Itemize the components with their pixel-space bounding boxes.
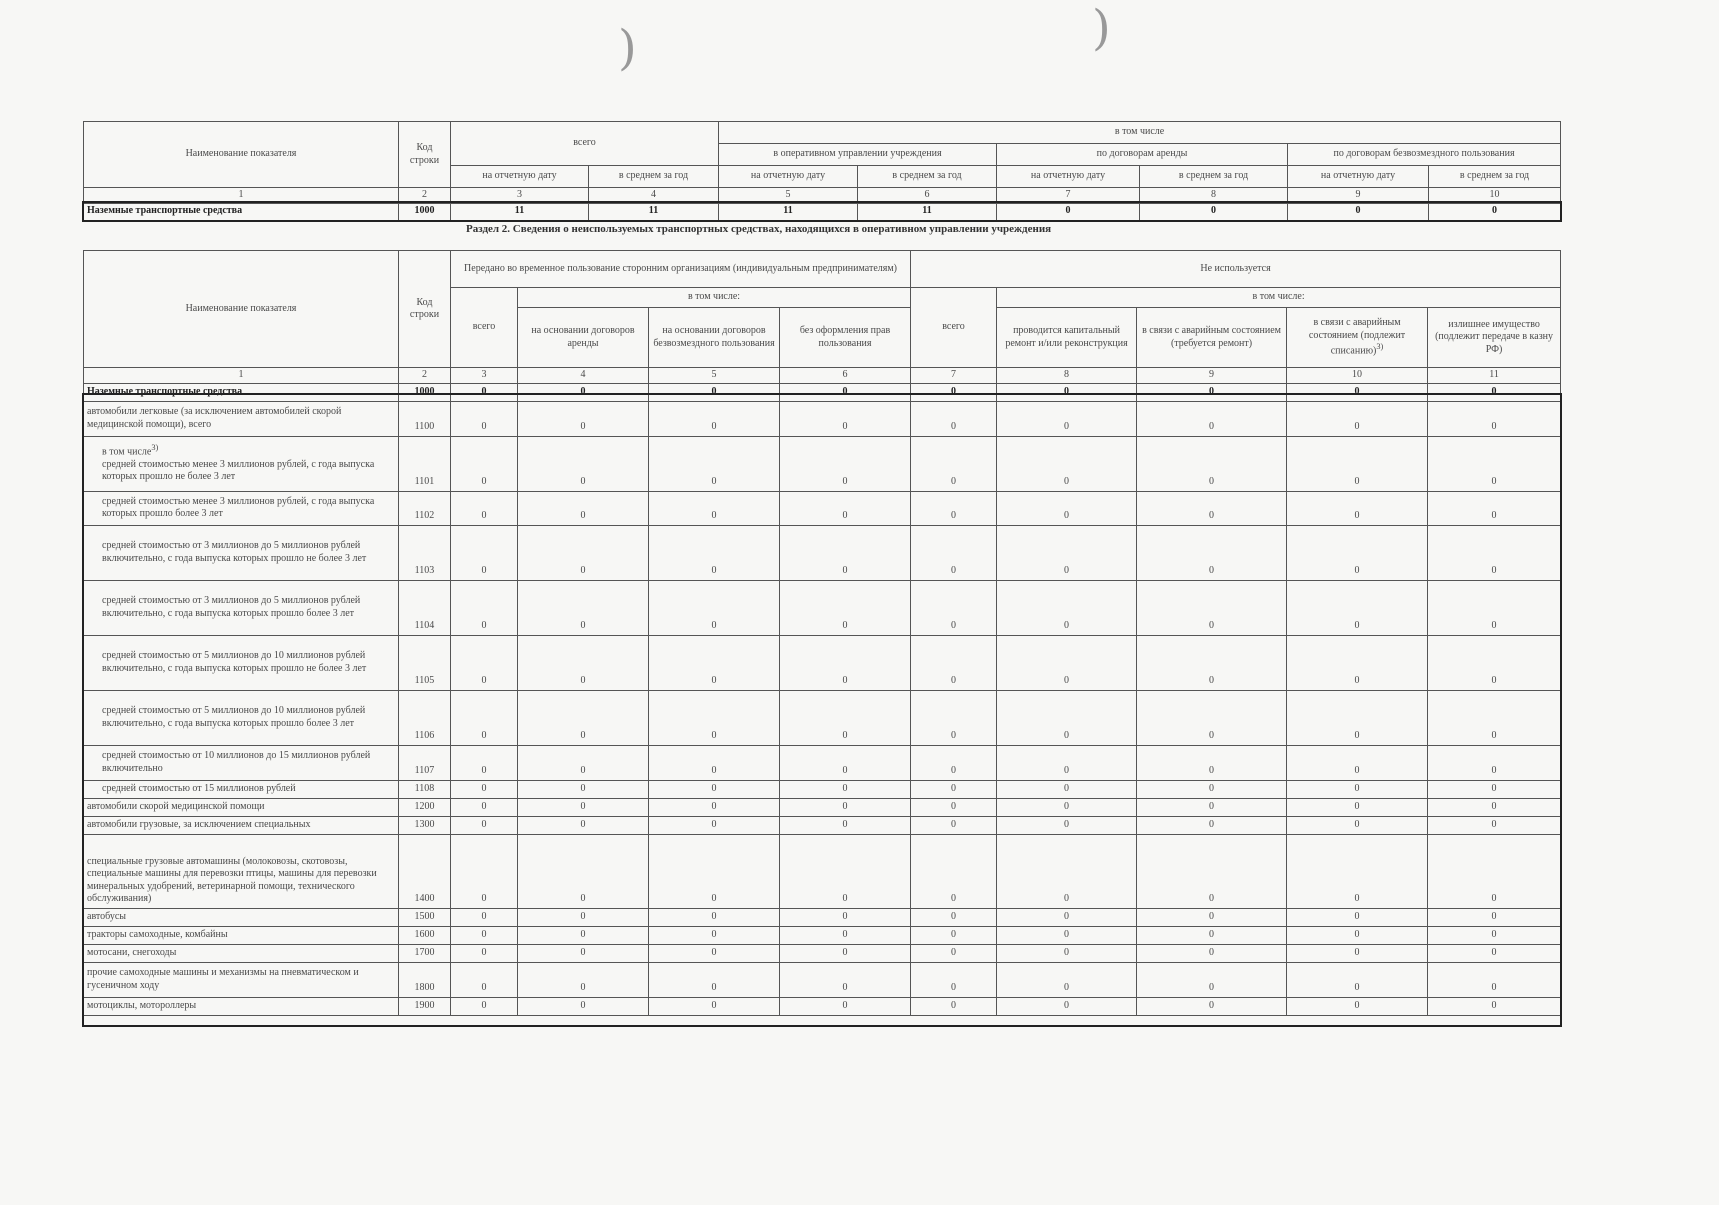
row-value: 0 <box>518 997 649 1015</box>
row-value: 0 <box>1137 401 1287 436</box>
unused-vehicles-table <box>83 250 1561 1016</box>
table-row <box>84 383 1561 401</box>
t1-header-code: Код строки <box>399 122 451 188</box>
t1-colnum: 10 <box>1429 188 1561 204</box>
row-value: 0 <box>451 908 518 926</box>
row-name: мотоциклы, мотороллеры <box>84 997 399 1015</box>
row-code: 1700 <box>399 944 451 962</box>
row-value: 0 <box>518 401 649 436</box>
row-value: 0 <box>649 436 780 491</box>
t1-header-total: всего <box>451 122 719 166</box>
t1-header-operational: в оперативном управлении учреждения <box>719 144 997 166</box>
row-value: 0 <box>518 798 649 816</box>
row-value: 0 <box>451 834 518 908</box>
row-value: 0 <box>1428 525 1561 580</box>
row-value: 0 <box>911 908 997 926</box>
row-value: 0 <box>997 580 1137 635</box>
row-value: 0 <box>1137 997 1287 1015</box>
row-value: 0 <box>518 780 649 798</box>
row-value: 0 <box>451 780 518 798</box>
row-value: 0 <box>649 780 780 798</box>
row-value: 0 <box>518 926 649 944</box>
row-value: 0 <box>451 383 518 401</box>
row-value: 0 <box>649 491 780 525</box>
row-value: 0 <box>1287 491 1428 525</box>
row-value: 0 <box>997 401 1137 436</box>
row-value: 0 <box>518 690 649 745</box>
row-value: 0 <box>780 780 911 798</box>
row-value: 0 <box>1287 690 1428 745</box>
row-value: 0 <box>780 436 911 491</box>
row-code: 1600 <box>399 926 451 944</box>
row-name: средней стоимостью от 15 миллионов рублей <box>84 780 399 798</box>
t2-colnum: 5 <box>649 368 780 384</box>
row-value: 0 <box>649 816 780 834</box>
scan-bracket-left: ) <box>618 20 637 76</box>
row-value: 0 <box>1287 944 1428 962</box>
row-value: 0 <box>780 834 911 908</box>
row-value: 0 <box>1137 944 1287 962</box>
row-value: 0 <box>997 944 1137 962</box>
t1-header-at-date: на отчетную дату <box>997 166 1140 188</box>
t2-header-repair: проводится капитальный ремонт и/или реконструкция <box>997 308 1137 368</box>
t2-header-emergency-repair: в связи с аварийным состоянием (требуется ремонт) <box>1137 308 1287 368</box>
t1-colnum: 8 <box>1140 188 1288 204</box>
row-value: 0 <box>911 383 997 401</box>
row-value: 0 <box>997 745 1137 780</box>
row-name-prefix: в том числе <box>102 446 152 458</box>
t2-colnum: 1 <box>84 368 399 384</box>
row-value: 0 <box>518 816 649 834</box>
footnote-ref: 3) <box>151 443 159 453</box>
section-2-title: Раздел 2. Сведения о неиспользуемых транспортных средствах, находящихся в оперативном управлении учреждения <box>466 223 1052 235</box>
row-value: 0 <box>451 436 518 491</box>
row-value: 0 <box>518 908 649 926</box>
row-value: 0 <box>997 816 1137 834</box>
row-value: 0 <box>649 997 780 1015</box>
row-value: 0 <box>911 962 997 997</box>
scan-bracket-right: ) <box>1092 0 1111 56</box>
row-value: 0 <box>1137 908 1287 926</box>
row-code: 1107 <box>399 745 451 780</box>
row-value: 0 <box>1428 383 1561 401</box>
row-value: 0 <box>649 745 780 780</box>
t2-header-emergency-writeoff <box>1287 308 1428 368</box>
row-value: 0 <box>451 525 518 580</box>
t1-colnum: 4 <box>589 188 719 204</box>
row-value: 0 <box>451 816 518 834</box>
t1-header-at-date: на отчетную дату <box>451 166 589 188</box>
t1-colnum: 5 <box>719 188 858 204</box>
row-value: 0 <box>780 798 911 816</box>
row-value: 0 <box>997 383 1137 401</box>
row-value: 0 <box>451 798 518 816</box>
table-row <box>84 491 1561 525</box>
row-name: тракторы самоходные, комбайны <box>84 926 399 944</box>
row-value: 0 <box>1287 997 1428 1015</box>
row-value: 0 <box>780 525 911 580</box>
t2-colnum: 4 <box>518 368 649 384</box>
row-value: 0 <box>451 962 518 997</box>
row-value: 0 <box>1287 745 1428 780</box>
row-value: 0 <box>1287 635 1428 690</box>
table-row <box>84 690 1561 745</box>
row-value: 0 <box>911 944 997 962</box>
table-row <box>84 962 1561 997</box>
t2-header-no-rights: без оформления прав пользования <box>780 308 911 368</box>
row-name: средней стоимостью от 5 миллионов до 10 миллионов рублей включительно, с года выпуска которых прошло более 3 лет <box>84 690 399 745</box>
table-row <box>84 944 1561 962</box>
row-value: 0 <box>780 908 911 926</box>
t1-header-avg-year: в среднем за год <box>858 166 997 188</box>
row-value: 0 <box>1287 908 1428 926</box>
row-value: 0 <box>911 525 997 580</box>
row-value: 0 <box>1137 690 1287 745</box>
row-value: 0 <box>780 635 911 690</box>
row-value: 0 <box>1137 816 1287 834</box>
t1-colnum: 1 <box>84 188 399 204</box>
row-value: 0 <box>997 203 1140 220</box>
row-value: 0 <box>1287 580 1428 635</box>
row-value: 0 <box>451 997 518 1015</box>
row-code: 1300 <box>399 816 451 834</box>
row-value: 0 <box>518 436 649 491</box>
row-value: 0 <box>997 962 1137 997</box>
t2-colnum: 2 <box>399 368 451 384</box>
row-name: мотосани, снегоходы <box>84 944 399 962</box>
row-value: 0 <box>911 745 997 780</box>
row-value: 0 <box>518 834 649 908</box>
row-value: 0 <box>451 580 518 635</box>
row-value: 0 <box>1137 436 1287 491</box>
row-value: 11 <box>719 203 858 220</box>
row-value: 0 <box>1428 745 1561 780</box>
row-value: 0 <box>451 401 518 436</box>
row-value: 0 <box>518 962 649 997</box>
row-value: 0 <box>911 780 997 798</box>
row-name: средней стоимостью менее 3 миллионов рублей, с года выпуска которых прошло более 3 лет <box>84 491 399 525</box>
row-value: 0 <box>649 635 780 690</box>
row-value: 0 <box>1287 401 1428 436</box>
row-code: 1900 <box>399 997 451 1015</box>
row-value: 0 <box>649 944 780 962</box>
row-code: 1105 <box>399 635 451 690</box>
table-row <box>84 580 1561 635</box>
table-row <box>84 834 1561 908</box>
row-value: 0 <box>911 401 997 436</box>
table-row <box>84 745 1561 780</box>
row-value: 0 <box>911 491 997 525</box>
row-value: 0 <box>1428 997 1561 1015</box>
row-value: 0 <box>1137 745 1287 780</box>
row-value: 0 <box>518 635 649 690</box>
row-value: 0 <box>1428 580 1561 635</box>
row-value: 11 <box>589 203 719 220</box>
row-value: 0 <box>1428 816 1561 834</box>
row-value: 0 <box>1137 580 1287 635</box>
row-value: 0 <box>911 635 997 690</box>
t1-header-at-date: на отчетную дату <box>719 166 858 188</box>
row-value: 0 <box>649 926 780 944</box>
row-value: 0 <box>780 745 911 780</box>
row-name: средней стоимостью от 10 миллионов до 15 миллионов рублей включительно <box>84 745 399 780</box>
row-value: 0 <box>649 580 780 635</box>
t2-header-name: Наименование показателя <box>84 251 399 368</box>
t1-header-lease: по договорам аренды <box>997 144 1288 166</box>
table-row <box>84 635 1561 690</box>
t1-header-avg-year: в среднем за год <box>589 166 719 188</box>
row-name: специальные грузовые автомашины (молоковозы, скотовозы, специальные машины для перевозки птицы, машины для перевозки минеральных удобрений, ветеринарной помощи, технического обслуживания) <box>84 834 399 908</box>
row-value: 0 <box>1287 962 1428 997</box>
row-value: 0 <box>911 926 997 944</box>
row-name: средней стоимостью от 5 миллионов до 10 миллионов рублей включительно, с года выпуска которых прошло не более 3 лет <box>84 635 399 690</box>
row-code: 1108 <box>399 780 451 798</box>
t1-colnum: 6 <box>858 188 997 204</box>
row-value: 0 <box>1428 962 1561 997</box>
row-value: 0 <box>911 834 997 908</box>
row-value: 0 <box>451 745 518 780</box>
row-value: 0 <box>780 816 911 834</box>
row-code: 1106 <box>399 690 451 745</box>
row-code: 1500 <box>399 908 451 926</box>
row-value: 0 <box>911 997 997 1015</box>
row-value: 0 <box>1429 203 1561 220</box>
table-row <box>84 780 1561 798</box>
t2-colnum: 8 <box>997 368 1137 384</box>
t2-header-not-used: Не используется <box>911 251 1561 288</box>
row-value: 0 <box>780 491 911 525</box>
row-code: 1101 <box>399 436 451 491</box>
row-value: 0 <box>997 834 1137 908</box>
row-value: 0 <box>1428 944 1561 962</box>
row-value: 0 <box>1428 908 1561 926</box>
t1-header-at-date: на отчетную дату <box>1288 166 1429 188</box>
row-value: 0 <box>1137 926 1287 944</box>
row-value: 0 <box>911 798 997 816</box>
row-value: 0 <box>997 436 1137 491</box>
row-code: 1200 <box>399 798 451 816</box>
row-value: 0 <box>649 525 780 580</box>
row-value: 0 <box>1428 780 1561 798</box>
row-value: 0 <box>911 580 997 635</box>
t1-header-name: Наименование показателя <box>84 122 399 188</box>
row-value: 0 <box>1288 203 1429 220</box>
table-row <box>84 436 1561 491</box>
assets-summary-table <box>83 121 1561 221</box>
row-name <box>84 436 399 491</box>
row-value: 0 <box>1428 834 1561 908</box>
row-value: 0 <box>1428 926 1561 944</box>
row-value: 0 <box>1137 780 1287 798</box>
row-value: 0 <box>1287 926 1428 944</box>
t2-header-transferred: Передано во временное пользование сторонним организациям (индивидуальным предпринимателям) <box>451 251 911 288</box>
row-name: автобусы <box>84 908 399 926</box>
t2-colnum: 3 <box>451 368 518 384</box>
row-name: автомобили легковые (за исключением автомобилей скорой медицинской помощи), всего <box>84 401 399 436</box>
row-value: 0 <box>518 944 649 962</box>
t1-header-gratuitous: по договорам безвозмездного пользования <box>1288 144 1561 166</box>
table-row <box>84 203 1561 220</box>
row-value: 0 <box>649 908 780 926</box>
row-value: 0 <box>780 997 911 1015</box>
row-name: Наземные транспортные средства <box>84 383 399 401</box>
row-value: 0 <box>1428 798 1561 816</box>
row-value: 0 <box>997 926 1137 944</box>
t2-header-surplus: излишнее имущество (подлежит передаче в казну РФ) <box>1428 308 1561 368</box>
row-value: 0 <box>1287 780 1428 798</box>
row-value: 0 <box>1428 436 1561 491</box>
t1-header-avg-year: в среднем за год <box>1429 166 1561 188</box>
row-value: 0 <box>518 525 649 580</box>
row-value: 11 <box>451 203 589 220</box>
row-value: 0 <box>1137 525 1287 580</box>
row-value: 0 <box>518 745 649 780</box>
row-name: автомобили грузовые, за исключением специальных <box>84 816 399 834</box>
row-value: 0 <box>1428 401 1561 436</box>
row-value: 0 <box>1137 798 1287 816</box>
row-value: 0 <box>911 436 997 491</box>
t1-colnum: 7 <box>997 188 1140 204</box>
t1-header-including: в том числе <box>719 122 1561 144</box>
row-value: 0 <box>911 816 997 834</box>
row-value: 0 <box>911 690 997 745</box>
row-value: 0 <box>997 908 1137 926</box>
footnote-ref: 3) <box>1376 342 1384 352</box>
row-value: 0 <box>1287 798 1428 816</box>
row-value: 0 <box>451 491 518 525</box>
row-value: 0 <box>780 690 911 745</box>
t2-colnum: 11 <box>1428 368 1561 384</box>
row-value: 0 <box>1287 436 1428 491</box>
row-code: 1000 <box>399 203 451 220</box>
row-value: 0 <box>997 997 1137 1015</box>
table-row <box>84 926 1561 944</box>
row-value: 0 <box>518 383 649 401</box>
row-value: 0 <box>649 962 780 997</box>
row-value: 0 <box>1137 635 1287 690</box>
row-value: 0 <box>1287 525 1428 580</box>
row-value: 0 <box>518 580 649 635</box>
row-value: 0 <box>451 926 518 944</box>
t2-header-including: в том числе: <box>518 288 911 308</box>
row-value: 0 <box>780 580 911 635</box>
row-value: 0 <box>1428 491 1561 525</box>
row-name-text: средней стоимостью менее 3 миллионов рублей, с года выпуска которых прошло не более 3 лет <box>102 458 375 483</box>
row-value: 0 <box>1428 635 1561 690</box>
t2-header-lease: на основании договоров аренды <box>518 308 649 368</box>
row-value: 0 <box>649 401 780 436</box>
table-row <box>84 525 1561 580</box>
row-value: 0 <box>1137 834 1287 908</box>
row-value: 0 <box>780 926 911 944</box>
row-value: 0 <box>1137 491 1287 525</box>
row-code: 1400 <box>399 834 451 908</box>
t2-header-including: в том числе: <box>997 288 1561 308</box>
row-value: 0 <box>780 944 911 962</box>
row-name: Наземные транспортные средства <box>84 203 399 220</box>
t1-colnum: 3 <box>451 188 589 204</box>
row-code: 1103 <box>399 525 451 580</box>
table-row <box>84 908 1561 926</box>
row-value: 0 <box>997 525 1137 580</box>
row-name: прочие самоходные машины и механизмы на пневматическом и гусеничном ходу <box>84 962 399 997</box>
row-value: 0 <box>1137 383 1287 401</box>
row-value: 0 <box>1137 962 1287 997</box>
row-value: 0 <box>997 635 1137 690</box>
row-value: 0 <box>780 383 911 401</box>
table-row <box>84 798 1561 816</box>
t1-header-avg-year: в среднем за год <box>1140 166 1288 188</box>
t2-header-gratuitous: на основании договоров безвозмездного пользования <box>649 308 780 368</box>
row-value: 0 <box>1287 816 1428 834</box>
row-name: средней стоимостью от 3 миллионов до 5 миллионов рублей включительно, с года выпуска которых прошло не более 3 лет <box>84 525 399 580</box>
t2-colnum: 10 <box>1287 368 1428 384</box>
row-value: 0 <box>451 635 518 690</box>
row-code: 1000 <box>399 383 451 401</box>
t2-colnum: 6 <box>780 368 911 384</box>
row-value: 0 <box>649 383 780 401</box>
row-name: средней стоимостью от 3 миллионов до 5 миллионов рублей включительно, с года выпуска которых прошло более 3 лет <box>84 580 399 635</box>
table-row <box>84 816 1561 834</box>
row-value: 0 <box>649 690 780 745</box>
t2-header-total: всего <box>451 288 518 368</box>
row-code: 1104 <box>399 580 451 635</box>
t2-colnum: 9 <box>1137 368 1287 384</box>
row-value: 11 <box>858 203 997 220</box>
t2-header-total: всего <box>911 288 997 368</box>
t1-colnum: 2 <box>399 188 451 204</box>
row-value: 0 <box>997 798 1137 816</box>
table-row <box>84 401 1561 436</box>
row-value: 0 <box>1428 690 1561 745</box>
row-value: 0 <box>1140 203 1288 220</box>
row-code: 1102 <box>399 491 451 525</box>
t2-colnum: 7 <box>911 368 997 384</box>
row-name: автомобили скорой медицинской помощи <box>84 798 399 816</box>
row-value: 0 <box>451 690 518 745</box>
t2-header-emergency-writeoff-text: в связи с аварийным состоянием (подлежит списанию) <box>1308 317 1406 357</box>
row-value: 0 <box>780 962 911 997</box>
row-value: 0 <box>649 798 780 816</box>
t1-colnum: 9 <box>1288 188 1429 204</box>
row-value: 0 <box>997 491 1137 525</box>
row-value: 0 <box>1287 383 1428 401</box>
t2-header-code: Код строки <box>399 251 451 368</box>
row-value: 0 <box>997 690 1137 745</box>
table-row <box>84 997 1561 1015</box>
row-value: 0 <box>1287 834 1428 908</box>
row-code: 1800 <box>399 962 451 997</box>
row-value: 0 <box>780 401 911 436</box>
row-code: 1100 <box>399 401 451 436</box>
row-value: 0 <box>649 834 780 908</box>
row-value: 0 <box>518 491 649 525</box>
row-value: 0 <box>997 780 1137 798</box>
row-value: 0 <box>451 944 518 962</box>
